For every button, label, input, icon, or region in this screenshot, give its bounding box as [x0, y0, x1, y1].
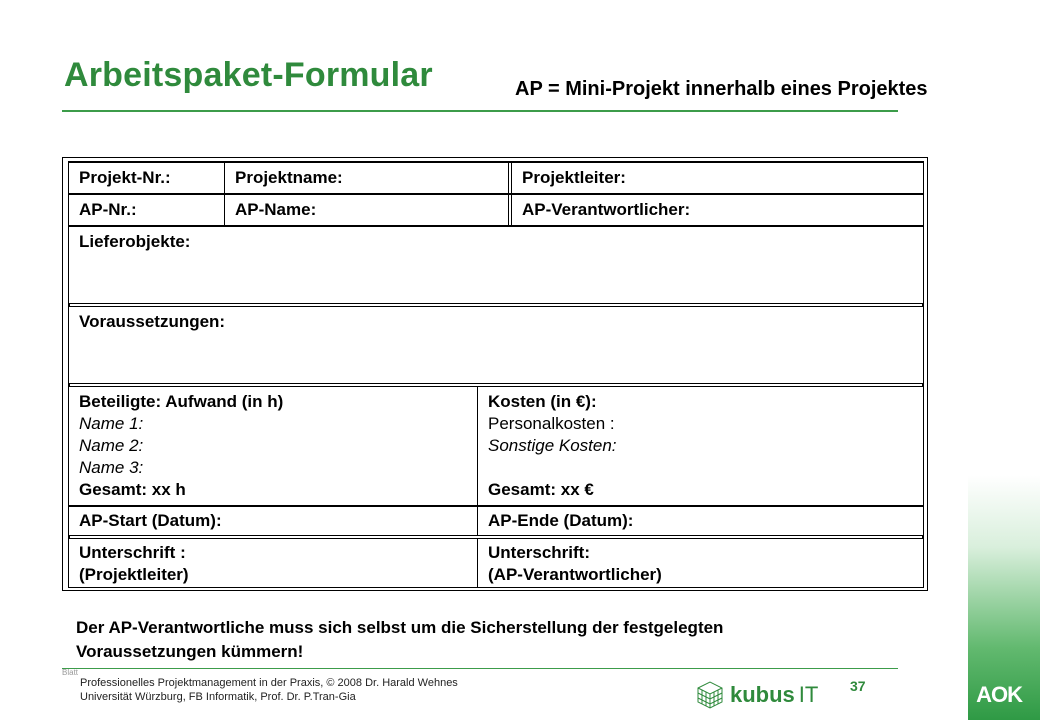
kosten-personal: Personalkosten : — [488, 414, 615, 433]
field-ap-ende[interactable] — [478, 507, 923, 535]
field-beteiligte[interactable] — [69, 387, 477, 505]
footer-credits — [80, 676, 458, 704]
beteiligte-name-2: Name 2: — [79, 436, 144, 455]
label-signature-left-2: (Projektleiter) — [79, 565, 189, 584]
field-kosten[interactable] — [478, 387, 923, 505]
kubus-it-text: IT — [798, 682, 819, 707]
label-kosten: Kosten (in €): — [488, 392, 597, 411]
beteiligte-gesamt: Gesamt: xx h — [79, 480, 186, 499]
label-ap-ende: AP-Ende (Datum): — [488, 511, 634, 530]
label-projektleiter: Projektleiter: — [522, 168, 626, 187]
label-ap-start: AP-Start (Datum): — [79, 511, 222, 530]
beteiligte-name-1: Name 1: — [79, 414, 144, 433]
form-row-signatures — [68, 538, 924, 588]
divider — [508, 195, 509, 225]
label-beteiligte: Beteiligte: Aufwand (in h) — [79, 392, 284, 411]
form-row-dates — [68, 506, 924, 536]
field-projektleiter[interactable] — [512, 163, 923, 193]
page-number: 37 — [850, 678, 866, 694]
note-text — [76, 616, 723, 664]
page-title: Arbeitspaket-Formular — [64, 56, 433, 94]
field-signature-projektleiter[interactable] — [69, 539, 477, 587]
kubus-cube-icon — [696, 680, 724, 710]
kosten-gesamt: Gesamt: xx € — [488, 480, 594, 499]
divider — [508, 163, 509, 193]
field-projekt-nr[interactable] — [69, 163, 224, 193]
form-row-lieferobjekte[interactable] — [68, 226, 924, 304]
label-signature-left-1: Unterschrift : — [79, 543, 186, 562]
footer-divider — [62, 668, 898, 669]
label-ap-verantwortlicher: AP-Verantwortlicher: — [522, 200, 691, 219]
footer-small-mark: Blatt — [62, 668, 79, 677]
field-ap-name[interactable] — [225, 195, 508, 225]
field-ap-nr[interactable] — [69, 195, 224, 225]
note-line-1: Der AP-Verantwortliche muss sich selbst um die Sicherstellung der festgelegten — [76, 618, 724, 637]
field-ap-verantwortlicher[interactable] — [512, 195, 923, 225]
label-signature-right-2: (AP-Verantwortlicher) — [488, 565, 662, 584]
kosten-sonstige: Sonstige Kosten: — [488, 436, 617, 455]
kubus-it-logo — [696, 678, 826, 712]
beteiligte-name-3: Name 3: — [79, 458, 144, 477]
page-subtitle: AP = Mini-Projekt innerhalb eines Projektes — [515, 78, 928, 100]
aok-logo: AOK — [976, 682, 1022, 707]
label-signature-right-1: Unterschrift: — [488, 543, 591, 562]
kubus-logo-text: kubus — [730, 682, 795, 707]
footer-line-2: Universität Würzburg, FB Informatik, Prof. Dr. P.Tran-Gia — [80, 691, 356, 703]
field-signature-ap-verantwortlicher[interactable] — [478, 539, 923, 587]
title-divider — [62, 110, 898, 112]
note-line-2: Voraussetzungen kümmern! — [76, 642, 304, 661]
work-package-form — [62, 157, 928, 591]
label-projektname: Projektname: — [235, 168, 343, 187]
label-lieferobjekte: Lieferobjekte: — [79, 232, 191, 251]
label-projekt-nr: Projekt-Nr.: — [79, 168, 171, 187]
label-ap-name: AP-Name: — [235, 200, 317, 219]
form-row-voraussetzungen[interactable] — [68, 306, 924, 384]
field-projektname[interactable] — [225, 163, 508, 193]
label-ap-nr: AP-Nr.: — [79, 200, 137, 219]
form-row-ap — [68, 194, 924, 226]
label-voraussetzungen: Voraussetzungen: — [79, 312, 226, 331]
form-row-aufwand-kosten — [68, 386, 924, 506]
form-row-project — [68, 162, 924, 194]
right-gradient-strip — [968, 0, 1040, 720]
footer-line-1: Professionelles Projektmanagement in der Praxis, © 2008 Dr. Harald Wehnes — [80, 677, 458, 689]
field-ap-start[interactable] — [69, 507, 477, 535]
